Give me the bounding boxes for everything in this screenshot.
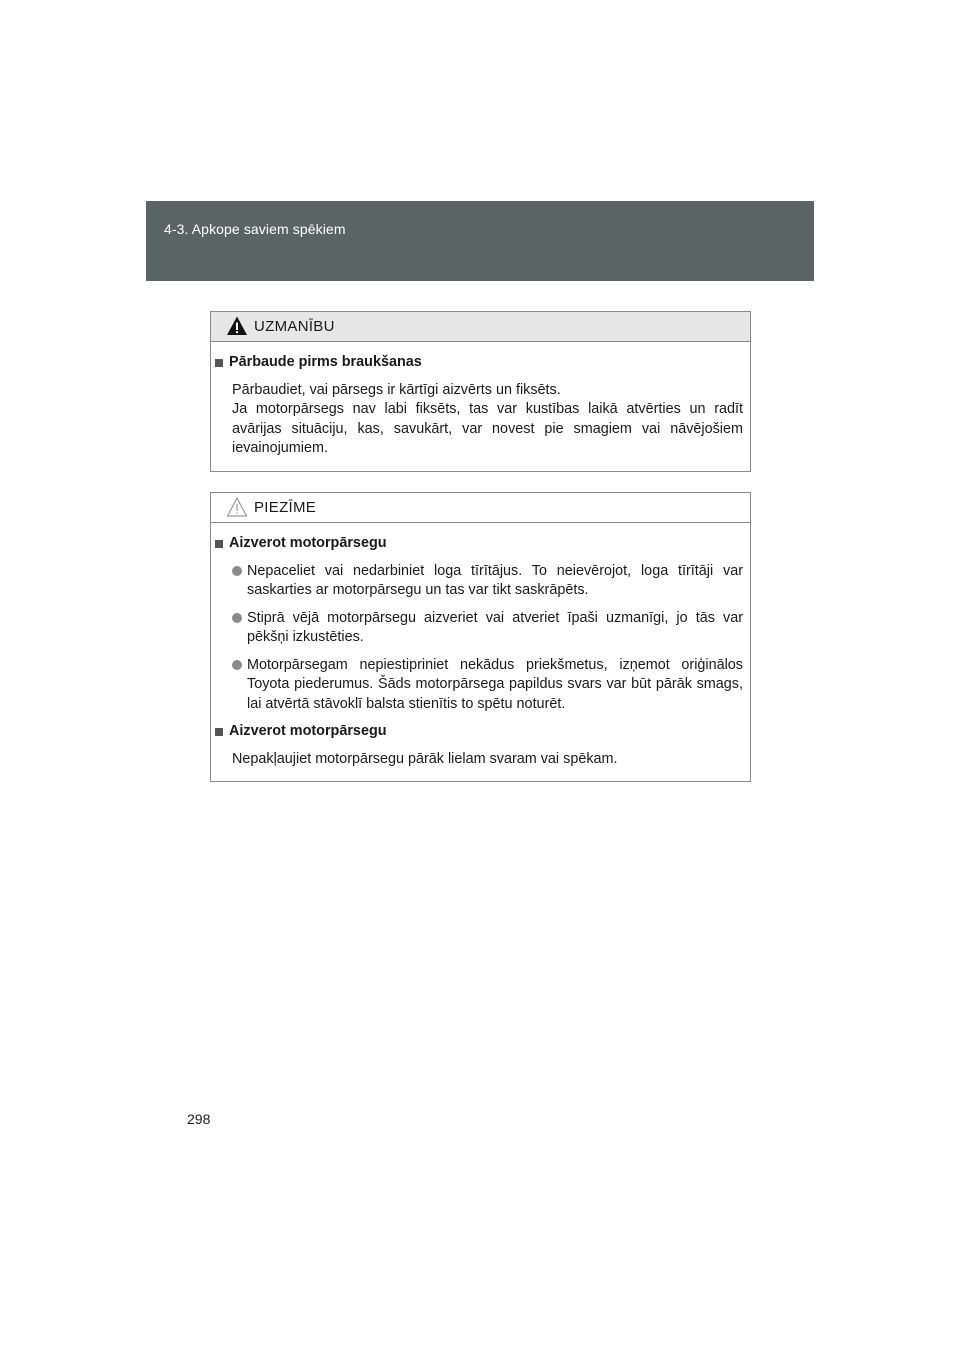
notice-section-heading: Aizverot motorpārsegu (215, 534, 743, 554)
round-bullet-icon (232, 566, 242, 576)
notice-box (210, 492, 751, 782)
section-header-band (146, 201, 814, 281)
list-item: Stiprā vējā motorpārsegu aizveriet vai atveriet īpaši uzmanīgi, jo tās var pēkšņi izkustēties. (215, 609, 743, 648)
round-bullet-icon (232, 660, 242, 670)
square-bullet-icon (215, 540, 223, 548)
notice-title: PIEZĪME (254, 499, 317, 516)
notice-section-heading: Aizverot motorpārsegu (215, 722, 743, 742)
caution-body (211, 342, 750, 471)
notice-box-header (211, 493, 750, 523)
warning-icon (226, 315, 248, 337)
notice-warning-icon (226, 496, 248, 518)
caution-paragraph: Pārbaudiet, vai pārsegs ir kārtīgi aizvērts un fiksēts. (232, 381, 561, 398)
caution-box (210, 311, 751, 472)
notice-paragraph: Nepakļaujiet motorpārsegu pārāk lielam svaram vai spēkam. (232, 750, 618, 767)
list-item: Motorpārsegam nepiestipriniet nekādus priekšmetus, izņemot oriģinālos Toyota piederumus. Šāds motorpārsega papildus svars var būt pārāk smags, lai atvērtā stāvoklī balsta stienītis to spētu noturēt. (215, 656, 743, 715)
list-item: Nepaceliet vai nedarbiniet loga tīrītājus. To neievērojot, loga tīrītāji var saskarties ar motorpārsegu un tas var tikt saskrāpēts. (215, 562, 743, 601)
caution-paragraph: Ja motorpārsegs nav labi fiksēts, tas var kustības laikā atvērties un radīt avārijas situāciju, kas, savukārt, var novest pie smagiem vai nāvējošiem ievainojumiem. (232, 401, 743, 456)
caution-box-header (211, 312, 750, 342)
caution-title: UZMANĪBU (254, 318, 335, 335)
notice-body (211, 523, 750, 781)
page-number: 298 (187, 1111, 211, 1127)
square-bullet-icon (215, 359, 223, 367)
square-bullet-icon (215, 728, 223, 736)
round-bullet-icon (232, 613, 242, 623)
caution-section-heading: Pārbaude pirms braukšanas (215, 353, 743, 373)
section-title: 4-3. Apkope saviem spēkiem (164, 221, 346, 237)
